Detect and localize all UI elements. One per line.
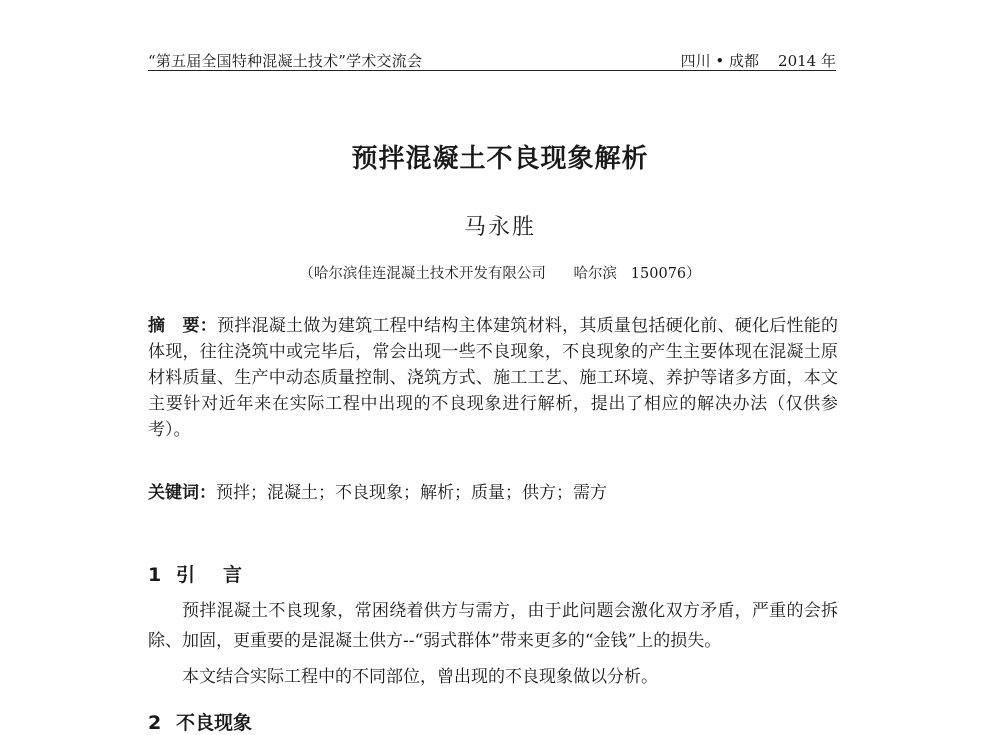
- section-title: 引言: [176, 564, 271, 586]
- keywords-text: 预拌；混凝土；不良现象；解析；质量；供方；需方: [216, 483, 607, 503]
- keywords: [148, 478, 838, 503]
- intro-paragraph-1: 预拌混凝土不良现象，常困绕着供方与需方，由于此问题会激化双方矛盾，严重的会拆除、加固，更重要的是混凝土供方--“弱式群体”带来更多的“金钱”上的损失。: [148, 601, 838, 651]
- author-affiliation: （哈尔滨佳连混凝土技术开发有限公司 哈尔滨 150076）: [299, 266, 701, 282]
- keywords-label: 关键词：: [148, 483, 216, 503]
- abstract-label: 摘 要：: [148, 316, 218, 336]
- running-header: [148, 48, 836, 71]
- abstract-text: 预拌混凝土做为建筑工程中结构主体建筑材料，其质量包括硬化前、硬化后性能的体现，往往浇筑中或完毕后，常会出现一些不良现象，不良现象的产生主要体现在混凝土原材料质量、生产中动态质量控制、浇筑方式、施工工艺、施工环境、养护等诸多方面，本文主要针对近年来在实际工程中出现的不良现象进行解析，提出了相应的解决办法（仅供参考）。: [148, 316, 839, 440]
- location-year: 四川 • 成都 2014 年: [680, 52, 836, 70]
- section-heading-introduction: [148, 560, 270, 587]
- author-name: 马永胜: [463, 215, 536, 240]
- conference-name: “第五届全国特种混凝土技术”学术交流会: [148, 52, 423, 70]
- section-number: 1: [148, 564, 162, 586]
- section-heading-defects: [148, 708, 252, 735]
- intro-paragraph-2: 本文结合实际工程中的不同部位，曾出现的不良现象做以分析。: [182, 667, 658, 687]
- section-title: 不良现象: [176, 712, 253, 734]
- section-number: 2: [148, 712, 162, 734]
- paper-title: 预拌混凝土不良现象解析: [351, 144, 649, 174]
- abstract: [148, 313, 838, 443]
